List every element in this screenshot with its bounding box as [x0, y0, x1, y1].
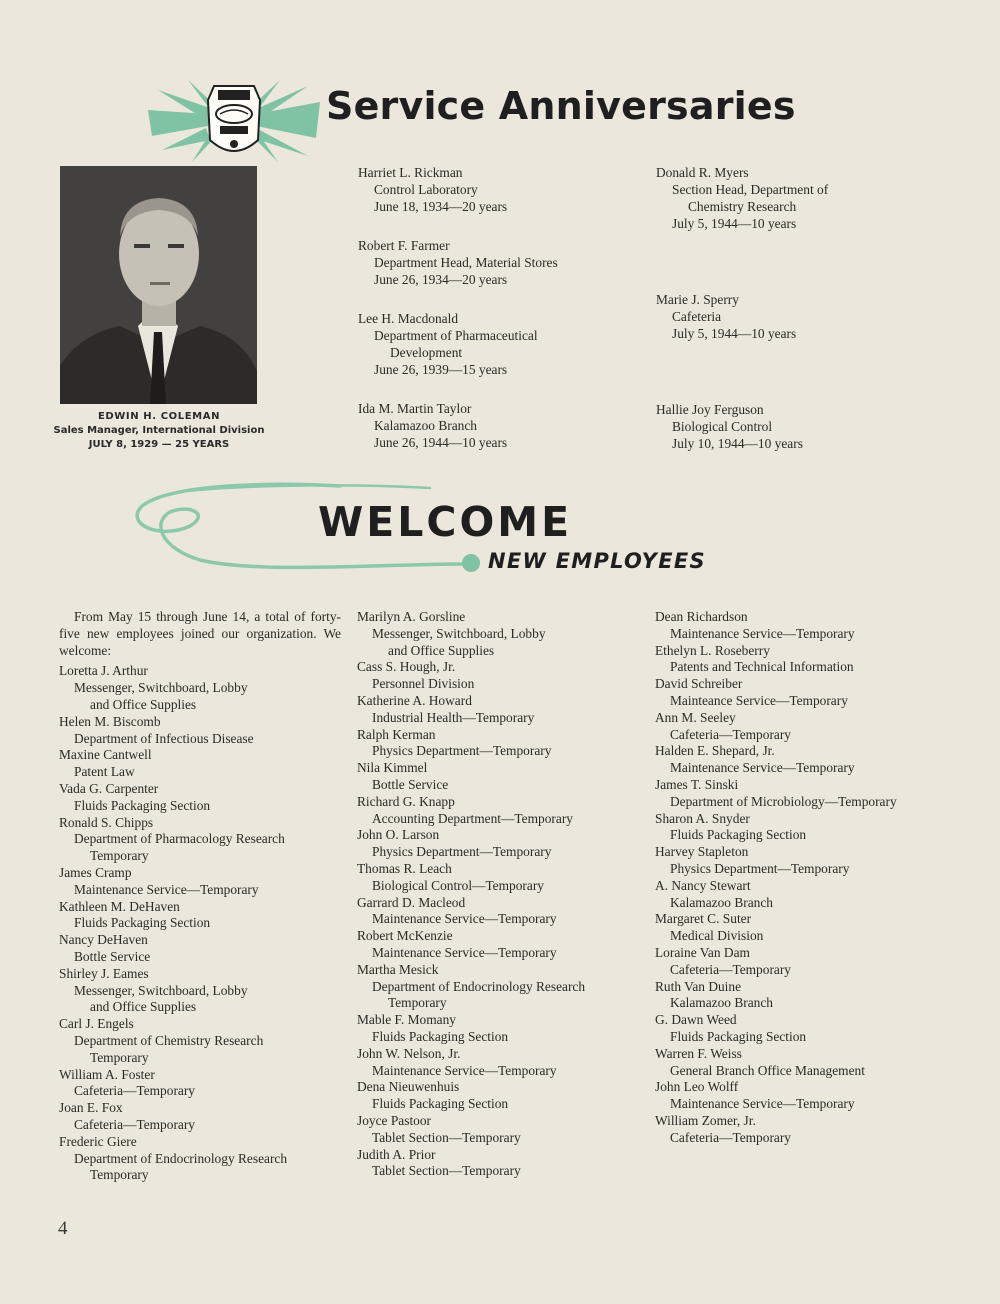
- employee-entry: [655, 743, 897, 777]
- employee-entry: [655, 676, 897, 710]
- employee-name: John Leo Wolff: [655, 1079, 739, 1095]
- employee-entry: [59, 899, 341, 933]
- employee-name: A. Nancy Stewart: [655, 877, 751, 893]
- employee-department: Maintenance Service—Temporary: [372, 911, 557, 927]
- employee-department: Medical Division: [670, 928, 764, 944]
- employee-department: Physics Department—Temporary: [372, 844, 552, 860]
- anniversary-entry: [656, 401, 946, 452]
- employee-entry: [357, 962, 585, 1012]
- employee-department: Temporary: [90, 848, 149, 864]
- employee-entry: [357, 1113, 585, 1147]
- employee-entry: [357, 1012, 585, 1046]
- employee-department: Cafeteria—Temporary: [670, 726, 792, 742]
- employee-name: Ethelyn L. Roseberry: [655, 642, 770, 658]
- anniversary-name: Lee H. Macdonald: [358, 311, 459, 326]
- anniversary-dept: Kalamazoo Branch: [374, 418, 477, 433]
- employee-name: John O. Larson: [357, 827, 440, 843]
- employee-department: Maintenance Service—Temporary: [372, 944, 557, 960]
- anniversary-dept: Development: [390, 345, 463, 360]
- employee-name: Maxine Cantwell: [59, 747, 152, 763]
- employee-department: Physics Department—Temporary: [670, 860, 850, 876]
- employee-name: Robert McKenzie: [357, 928, 453, 944]
- anniversary-entry: [358, 237, 648, 288]
- employee-entry: [357, 727, 585, 761]
- anniversary-date: June 26, 1939—15 years: [374, 362, 508, 377]
- employee-name: Dena Nieuwenhuis: [357, 1079, 460, 1095]
- employee-name: Katherine A. Howard: [357, 692, 472, 708]
- employee-department: Industrial Health—Temporary: [372, 709, 535, 725]
- employee-name: Carl J. Engels: [59, 1016, 134, 1032]
- intro-paragraph: From May 15 through June 14, a total of forty-five new employees joined our organization. We welcome:: [59, 609, 341, 658]
- employee-entry: [655, 1012, 897, 1046]
- employee-department: Temporary: [388, 995, 447, 1011]
- employee-department: Maintenance Service—Temporary: [74, 881, 259, 897]
- employee-name: Sharon A. Snyder: [655, 810, 750, 826]
- employee-department: Department of Endocrinology Research: [74, 1150, 288, 1166]
- employee-entry: [655, 1079, 897, 1113]
- employee-name: Ralph Kerman: [357, 726, 436, 742]
- employee-name: Marilyn A. Gorsline: [357, 609, 466, 624]
- caption-date: JULY 8, 1929 — 25 YEARS: [88, 439, 230, 450]
- employee-department: Accounting Department—Temporary: [372, 810, 573, 826]
- employee-name: William Zomer, Jr.: [655, 1112, 756, 1128]
- employee-department: and Office Supplies: [90, 999, 197, 1015]
- employee-department: Maintenance Service—Temporary: [372, 1062, 557, 1078]
- employee-entry: [655, 643, 897, 677]
- employee-department: Fluids Packaging Section: [74, 915, 211, 931]
- employee-name: Judith A. Prior: [357, 1146, 436, 1162]
- employee-entry: [655, 1046, 897, 1080]
- employee-department: Fluids Packaging Section: [670, 827, 807, 843]
- welcome-subheading: NEW EMPLOYEES: [488, 549, 706, 573]
- welcome-heading: WELCOME: [318, 498, 573, 546]
- employee-entry: [59, 1016, 341, 1066]
- employee-entry: [655, 777, 897, 811]
- anniversary-date: June 26, 1934—20 years: [374, 272, 508, 287]
- employee-department: Cafeteria—Temporary: [670, 961, 792, 977]
- employee-name: Ruth Van Duine: [655, 978, 742, 994]
- employee-entry: [59, 714, 341, 748]
- employee-department: Tablet Section—Temporary: [372, 1129, 521, 1145]
- employee-name: John W. Nelson, Jr.: [357, 1045, 461, 1061]
- employee-name: G. Dawn Weed: [655, 1012, 737, 1028]
- employee-department: General Branch Office Management: [670, 1062, 865, 1078]
- anniversary-name: Ida M. Martin Taylor: [358, 401, 472, 416]
- employee-department: Bottle Service: [74, 948, 151, 964]
- employee-entry: [357, 827, 585, 861]
- anniversary-entry: [358, 164, 648, 215]
- employee-department: Messenger, Switchboard, Lobby: [372, 625, 546, 641]
- employee-entry: [655, 609, 897, 643]
- anniversary-entry: [358, 310, 648, 378]
- upjohn-emblem-icon: [148, 80, 320, 162]
- employee-department: Cafeteria—Temporary: [74, 1083, 196, 1099]
- employee-name: Loretta J. Arthur: [59, 663, 148, 679]
- employee-entry: [59, 966, 341, 1016]
- anniversary-date: July 10, 1944—10 years: [672, 436, 803, 451]
- employee-department: Department of Chemistry Research: [74, 1032, 264, 1048]
- anniversary-date: July 5, 1944—10 years: [672, 216, 797, 231]
- photo-caption: [40, 410, 278, 452]
- employee-column-3: [655, 609, 897, 1147]
- anniversary-name: Harriet L. Rickman: [358, 165, 463, 180]
- page-number: 4: [58, 1218, 68, 1239]
- employee-department: Department of Pharmacology Research: [74, 831, 285, 847]
- employee-entry: [357, 760, 585, 794]
- employee-entry: [655, 979, 897, 1013]
- anniversary-dept: Department of Pharmaceutical: [374, 328, 538, 343]
- employee-department: Temporary: [90, 1049, 149, 1065]
- anniversary-dept: Control Laboratory: [374, 182, 478, 197]
- employee-department: Fluids Packaging Section: [74, 797, 211, 813]
- employee-name: Harvey Stapleton: [655, 844, 749, 860]
- employee-name: Nila Kimmel: [357, 760, 428, 776]
- employee-entry: [357, 861, 585, 895]
- employee-department: Fluids Packaging Section: [372, 1096, 509, 1112]
- anniversary-name: Hallie Joy Ferguson: [656, 402, 764, 417]
- employee-name: Dean Richardson: [655, 609, 748, 624]
- employee-entry: [357, 1079, 585, 1113]
- anniversary-entry: [656, 164, 946, 232]
- employee-entry: [655, 878, 897, 912]
- employee-department: Department of Endocrinology Research: [372, 978, 586, 994]
- employee-name: Loraine Van Dam: [655, 944, 750, 960]
- employee-department: Fluids Packaging Section: [372, 1028, 509, 1044]
- employee-name: Halden E. Shepard, Jr.: [655, 743, 775, 759]
- anniversary-dept: Section Head, Department of: [672, 182, 829, 197]
- employee-department: Maintenance Service—Temporary: [670, 625, 855, 641]
- employee-entry: [59, 865, 341, 899]
- employee-entry: [59, 1067, 341, 1101]
- portrait-photo: [60, 166, 257, 404]
- anniversary-dept: Department Head, Material Stores: [374, 255, 558, 270]
- anniversary-date: June 26, 1944—10 years: [374, 435, 508, 450]
- employee-entry: [59, 932, 341, 966]
- employee-entry: [357, 693, 585, 727]
- employee-entry: [59, 747, 341, 781]
- anniversary-name: Marie J. Sperry: [656, 292, 739, 307]
- employee-department: Department of Infectious Disease: [74, 730, 254, 746]
- employee-department: Fluids Packaging Section: [670, 1028, 807, 1044]
- employee-department: Cafeteria—Temporary: [74, 1116, 196, 1132]
- employee-entry: [357, 794, 585, 828]
- page-title: Service Anniversaries: [326, 84, 796, 128]
- employee-entry: [357, 1046, 585, 1080]
- employee-name: Ronald S. Chipps: [59, 814, 154, 830]
- caption-name: EDWIN H. COLEMAN: [97, 411, 221, 422]
- employee-entry: [59, 781, 341, 815]
- employee-department: and Office Supplies: [90, 696, 197, 712]
- employee-name: Frederic Giere: [59, 1133, 137, 1149]
- employee-name: Nancy DeHaven: [59, 932, 148, 948]
- employee-department: Patent Law: [74, 764, 135, 780]
- anniversary-dept: Chemistry Research: [688, 199, 797, 214]
- employee-department: and Office Supplies: [388, 642, 495, 658]
- employee-department: Department of Microbiology—Temporary: [670, 793, 897, 809]
- employee-department: Maintenance Service—Temporary: [670, 1096, 855, 1112]
- employee-name: Kathleen M. DeHaven: [59, 898, 180, 914]
- employee-entry: [655, 1113, 897, 1147]
- employee-entry: [655, 811, 897, 845]
- employee-department: Cafeteria—Temporary: [670, 1129, 792, 1145]
- employee-name: James T. Sinski: [655, 776, 739, 792]
- employee-name: Ann M. Seeley: [655, 709, 736, 725]
- employee-entry: [59, 1134, 341, 1184]
- employee-entry: [357, 895, 585, 929]
- employee-name: Thomas R. Leach: [357, 860, 452, 876]
- employee-name: Martha Mesick: [357, 961, 439, 977]
- employee-entry: [655, 710, 897, 744]
- employee-entry: [655, 945, 897, 979]
- employee-entry: [357, 659, 585, 693]
- employee-department: Physics Department—Temporary: [372, 743, 552, 759]
- employee-entry: [59, 663, 341, 713]
- employee-entry: [357, 609, 585, 659]
- employee-department: Mainteance Service—Temporary: [670, 692, 848, 708]
- employee-name: Richard G. Knapp: [357, 793, 455, 809]
- employee-department: Kalamazoo Branch: [670, 894, 773, 910]
- employee-entry: [59, 815, 341, 865]
- employee-name: Vada G. Carpenter: [59, 780, 159, 796]
- employee-name: Helen M. Biscomb: [59, 713, 161, 729]
- employee-department: Maintenance Service—Temporary: [670, 760, 855, 776]
- employee-department: Bottle Service: [372, 776, 449, 792]
- employee-department: Kalamazoo Branch: [670, 995, 773, 1011]
- anniversary-date: June 18, 1934—20 years: [374, 199, 508, 214]
- employee-column-1: [59, 609, 341, 1184]
- employee-name: James Cramp: [59, 864, 132, 880]
- employee-name: David Schreiber: [655, 676, 743, 692]
- employee-department: Biological Control—Temporary: [372, 877, 544, 893]
- employee-entry: [357, 1147, 585, 1181]
- employee-entry: [357, 928, 585, 962]
- employee-name: Margaret C. Suter: [655, 911, 752, 927]
- anniversary-name: Robert F. Farmer: [358, 238, 450, 253]
- employee-name: Shirley J. Eames: [59, 965, 149, 981]
- employee-department: Patents and Technical Information: [670, 659, 854, 675]
- employee-department: Personnel Division: [372, 676, 475, 692]
- employee-entry: [655, 911, 897, 945]
- employee-department: Messenger, Switchboard, Lobby: [74, 680, 248, 696]
- employee-name: William A. Foster: [59, 1066, 155, 1082]
- anniversary-dept: Cafeteria: [672, 309, 722, 324]
- employee-name: Joyce Pastoor: [357, 1112, 432, 1128]
- employee-column-2: [357, 609, 585, 1180]
- employee-name: Cass S. Hough, Jr.: [357, 659, 456, 675]
- anniversary-date: July 5, 1944—10 years: [672, 326, 797, 341]
- employee-entry: [59, 1100, 341, 1134]
- employee-department: Tablet Section—Temporary: [372, 1163, 521, 1179]
- employee-department: Temporary: [90, 1167, 149, 1183]
- employee-name: Warren F. Weiss: [655, 1045, 742, 1061]
- anniversary-entry: [358, 400, 648, 451]
- employee-name: Garrard D. Macleod: [357, 894, 466, 910]
- anniversary-entry: [656, 291, 946, 342]
- anniversary-name: Donald R. Myers: [656, 165, 749, 180]
- employee-entry: [655, 844, 897, 878]
- employee-name: Joan E. Fox: [59, 1100, 123, 1116]
- anniversary-dept: Biological Control: [672, 419, 773, 434]
- employee-department: Messenger, Switchboard, Lobby: [74, 982, 248, 998]
- employee-name: Mable F. Momany: [357, 1012, 456, 1028]
- caption-title: Sales Manager, International Division: [53, 425, 265, 436]
